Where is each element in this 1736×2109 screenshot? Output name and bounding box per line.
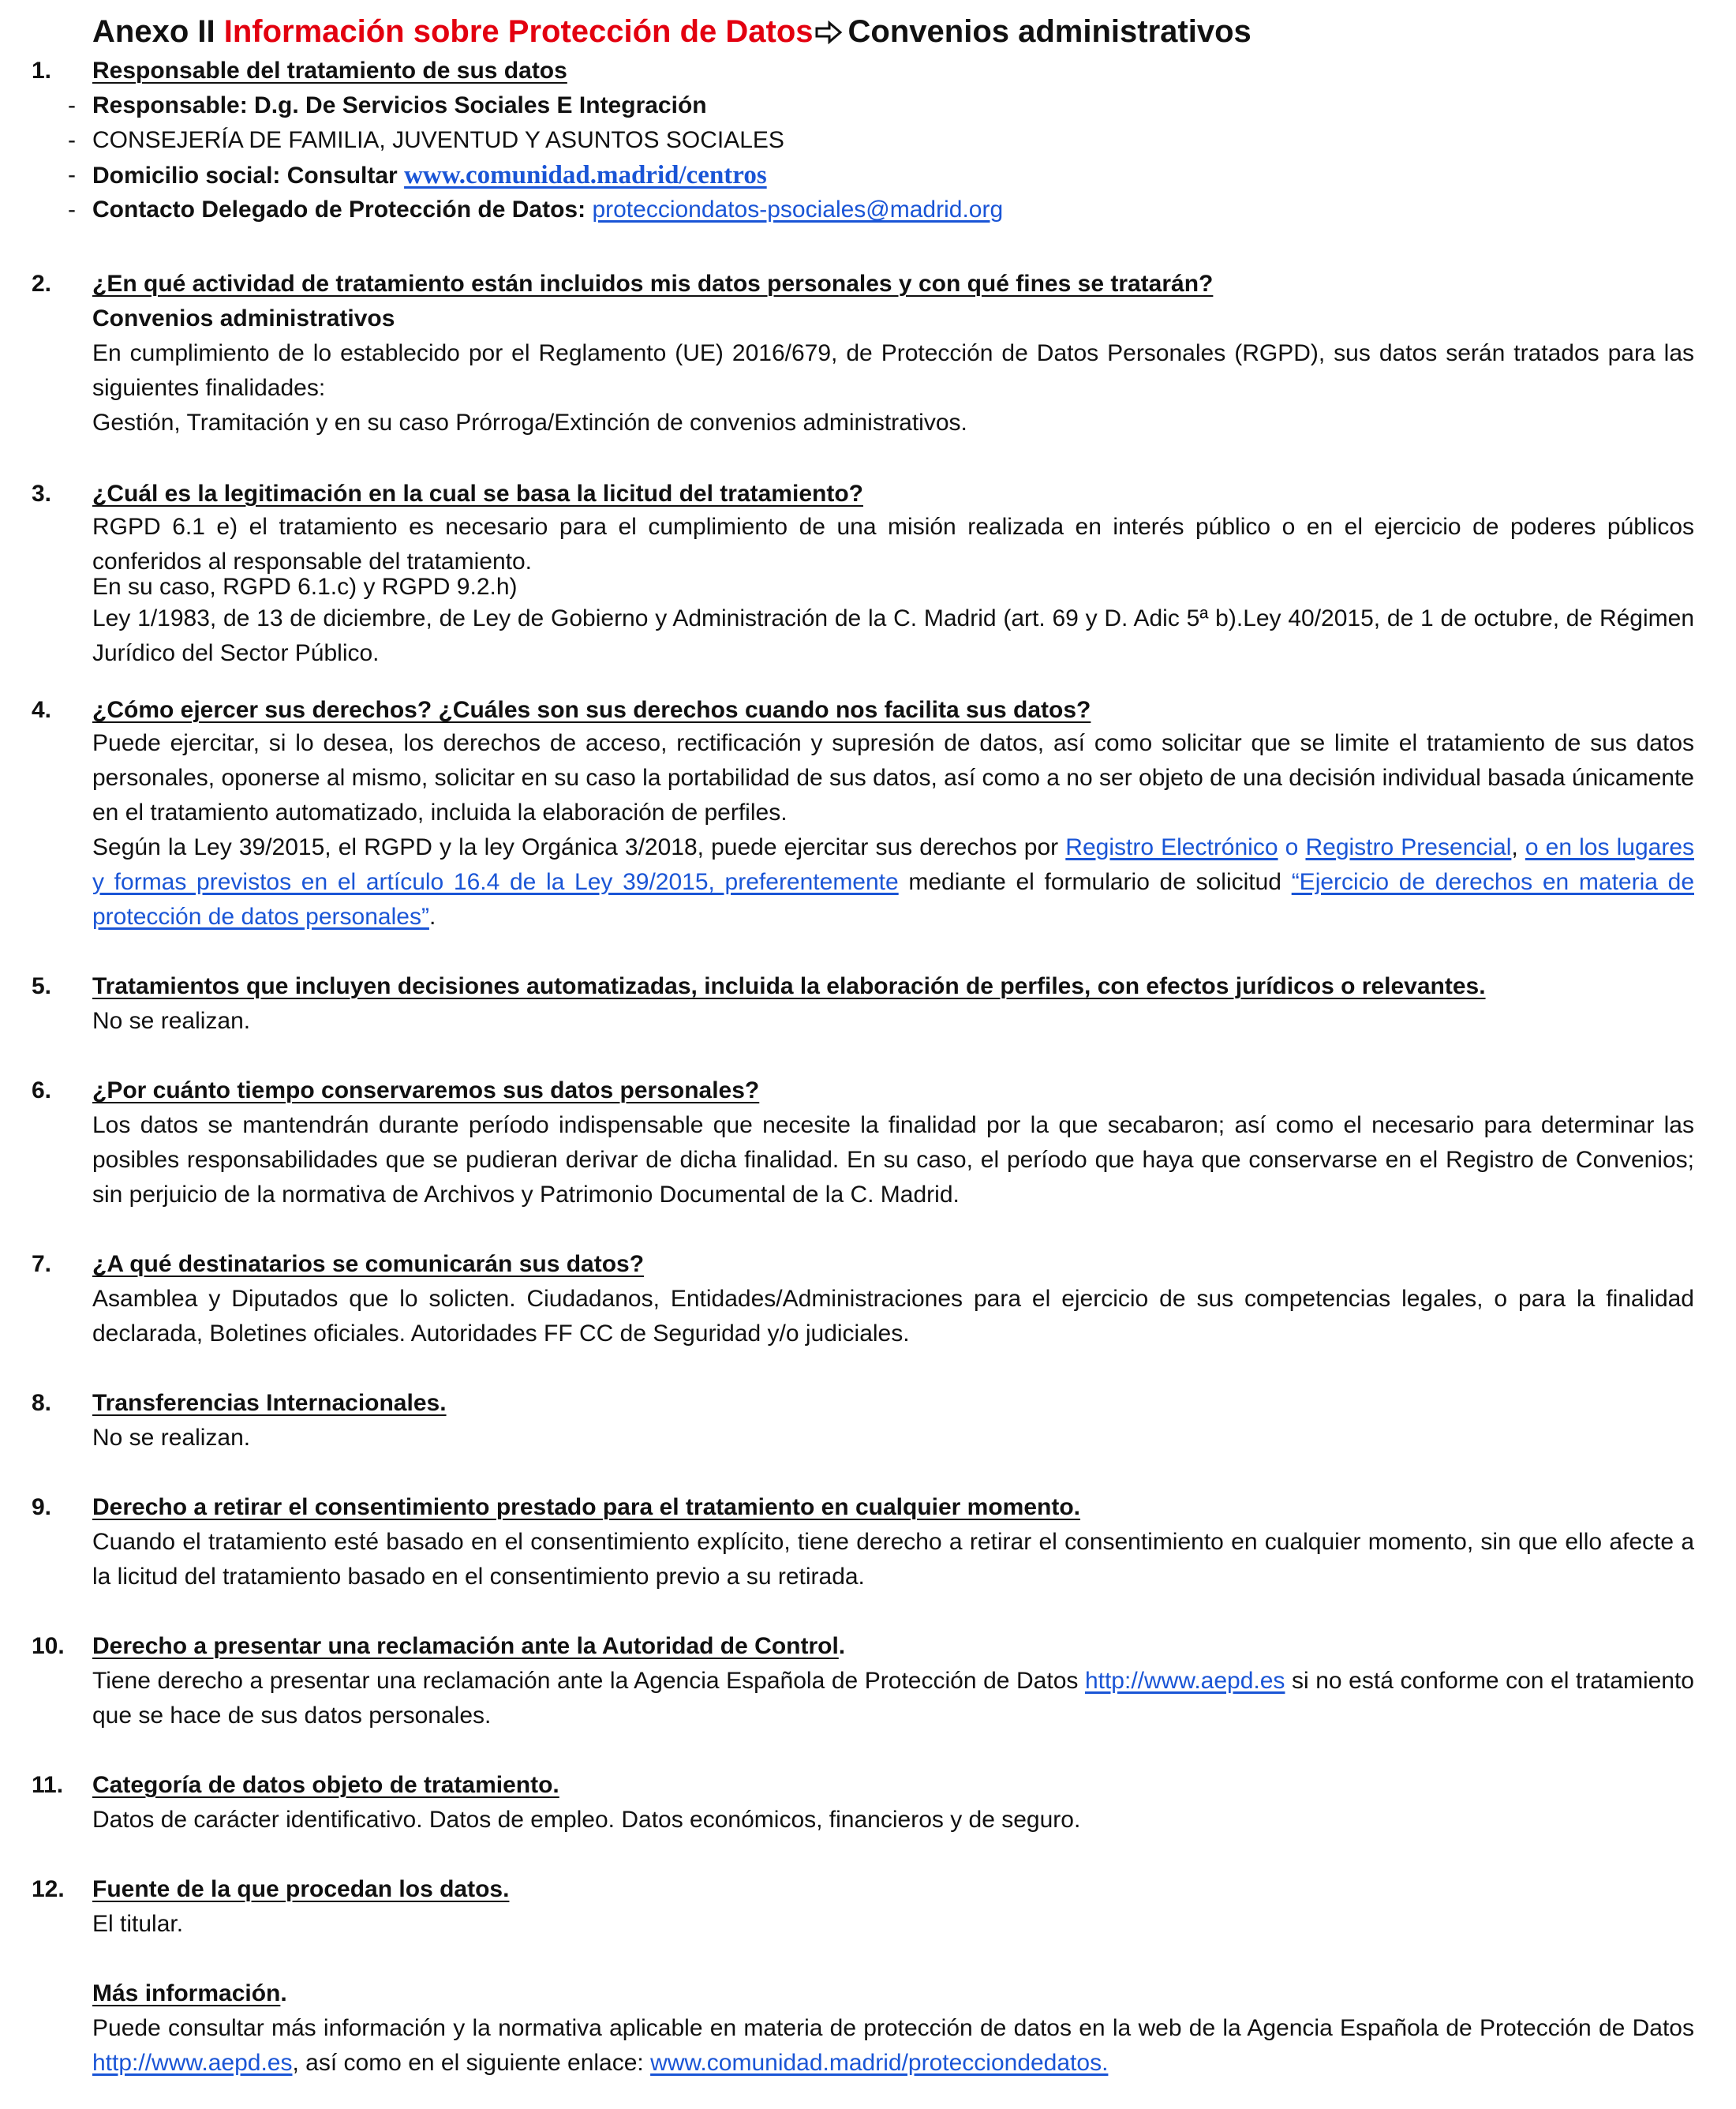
more-info-heading-tail: . [280, 1980, 287, 2006]
section-2-subheading: Convenios administrativos [92, 305, 395, 332]
section-11-heading: Categoría de datos objeto de tratamiento. [92, 1772, 559, 1798]
centros-link[interactable]: www.comunidad.madrid/centros [404, 161, 767, 189]
section-11-paragraph: Datos de carácter identificativo. Datos de empleo. Datos económicos, financieros y de seguro. [92, 1807, 1081, 1833]
aepd-link[interactable]: http://www.aepd.es [1084, 1668, 1285, 1694]
section-4-paragraph: Puede ejercitar, si lo desea, los derechos de acceso, rectificación y supresión de datos, así como solicitar que se limite el tratamiento de sus datos personales, oponerse al mismo, solicitar en su caso la portabilidad de sus datos, así como a no ser objeto de una decisión individual basada únicamente en el tratamiento automatizado, incluida la elaboración de perfiles. [92, 730, 1694, 826]
formulario-derechos-link[interactable]: “Ejercicio de derechos en materia de protección de datos personales” [92, 869, 1694, 930]
section-4-heading: ¿Cómo ejercer sus derechos? ¿Cuáles son sus derechos cuando nos facilita sus datos? [92, 697, 1091, 723]
ejercicio-text-c: , [1511, 834, 1525, 860]
more-info-paragraph [92, 2011, 1694, 2081]
section-5-heading: Tratamientos que incluyen decisiones automatizadas, incluida la elaboración de perfiles, con efectos jurídicos o relevantes. [92, 973, 1486, 999]
contacto-dpd-item [92, 193, 1694, 227]
registro-electronico-link[interactable]: Registro Electrónico [1065, 834, 1278, 860]
section-3-paragraph: RGPD 6.1 e) el tratamiento es necesario para el cumplimiento de una misión realizada en interés público o en el ejercicio de poderes públicos conferidos al responsable del tratamiento. [92, 514, 1694, 575]
section-8-paragraph: No se realizan. [92, 1425, 251, 1451]
section-3-number: 3. [32, 481, 52, 507]
section-6-heading: ¿Por cuánto tiempo conservaremos sus datos personales? [92, 1077, 760, 1103]
section-10-paragraph [92, 1664, 1694, 1733]
reclamacion-text-b: si no está conforme con el tratamiento que se hace de sus datos personales. [92, 1668, 1694, 1729]
section-7-paragraph: Asamblea y Diputados que lo solicten. Ciudadanos, Entidades/Administraciones para el ejercicio de sus competencias legales, o para la finalidad declarada, Boletines oficiales. Autoridades FF CC de Seguridad y/o judiciales. [92, 1286, 1694, 1347]
ejercicio-text-b: o [1278, 834, 1306, 860]
list-bullet: - [68, 92, 76, 118]
ejercicio-text-e: . [428, 904, 436, 930]
section-10-heading-text: Derecho a presentar una reclamación ante la Autoridad de Control [92, 1633, 839, 1659]
section-8-number: 8. [32, 1390, 52, 1416]
title-prefix: Anexo II [92, 14, 224, 49]
domicilio-item [92, 158, 1694, 193]
section-5-paragraph: No se realizan. [92, 1008, 251, 1034]
section-10-number: 10. [32, 1633, 65, 1659]
section-12-number: 12. [32, 1876, 65, 1902]
more-info-heading [92, 1976, 1694, 2011]
section-7-number: 7. [32, 1251, 52, 1277]
section-7-heading: ¿A qué destinatarios se comunicarán sus datos? [92, 1251, 645, 1277]
responsable-item: Responsable: D.g. De Servicios Sociales E Integración [92, 92, 707, 118]
section-10-heading-tail: . [838, 1633, 846, 1659]
list-bullet: - [68, 127, 76, 153]
arrow-right-icon [815, 21, 842, 44]
section-2-heading: ¿En qué actividad de tratamiento están incluidos mis datos personales y con qué fines se tratarán? [92, 271, 1214, 297]
title-highlight: Información sobre Protección de Datos [223, 14, 814, 49]
section-5-number: 5. [32, 973, 52, 999]
dpd-email-link[interactable]: protecciondatos-psociales@madrid.org [592, 197, 1004, 223]
lugares-formas-link[interactable]: o en los lugares y formas previstos en el artículo 16.4 de la Ley 39/2015, preferentemente [92, 834, 1695, 895]
ejercicio-text-d: mediante el formulario de solicitud [898, 869, 1292, 895]
section-11-number: 11. [32, 1772, 64, 1798]
list-bullet: - [68, 197, 76, 223]
section-2-number: 2. [32, 271, 52, 297]
section-9-heading: Derecho a retirar el consentimiento prestado para el tratamiento en cualquier momento. [92, 1494, 1081, 1520]
section-2-finalidad: Gestión, Tramitación y en su caso Prórroga/Extinción de convenios administrativos. [92, 410, 967, 436]
section-3-heading: ¿Cuál es la legitimación en la cual se basa la licitud del tratamiento? [92, 481, 863, 507]
domicilio-label: Domicilio social: Consultar [92, 163, 405, 189]
title-suffix: Convenios administrativos [847, 14, 1251, 49]
section-9-number: 9. [32, 1494, 52, 1520]
reclamacion-text-a: Tiene derecho a presentar una reclamación ante la Agencia Española de Protección de Datos [92, 1668, 1085, 1694]
section-4-number: 4. [32, 697, 52, 723]
section-3-rgpd: En su caso, RGPD 6.1.c) y RGPD 9.2.h) [92, 574, 518, 600]
page-title [92, 9, 1251, 54]
section-12-paragraph: El titular. [92, 1911, 184, 1937]
section-6-number: 6. [32, 1077, 52, 1103]
ejercicio-text-a: Según la Ley 39/2015, el RGPD y la ley Orgánica 3/2018, puede ejercitar sus derechos por [92, 834, 1066, 860]
section-12-heading: Fuente de la que procedan los datos. [92, 1876, 510, 1902]
section-3-ley: Ley 1/1983, de 13 de diciembre, de Ley de Gobierno y Administración de la C. Madrid (art. 69 y D. Adic 5ª b).Ley 40/2015, de 1 de octubre, de Régimen Jurídico del Sector Público. [92, 605, 1694, 666]
more-info-heading-text: Más información [92, 1980, 281, 2006]
section-1-heading: Responsable del tratamiento de sus datos [92, 58, 567, 84]
consejeria-item: CONSEJERÍA DE FAMILIA, JUVENTUD Y ASUNTOS SOCIALES [92, 127, 784, 153]
section-8-heading: Transferencias Internacionales. [92, 1390, 447, 1416]
section-6-paragraph: Los datos se mantendrán durante período indispensable que necesite la finalidad por la que secabaron; así como el necesario para determinar las posibles responsabilidades que se pudieran derivar de dicha finalidad. En su caso, el período que haya que conservarse en el Registro de Convenios; sin perjuicio de la normativa de Archivos y Patrimonio Documental de la C. Madrid. [92, 1112, 1694, 1208]
list-bullet: - [68, 162, 76, 188]
section-4-ejercicio [92, 830, 1694, 935]
aepd-more-link[interactable]: http://www.aepd.es [92, 2050, 293, 2076]
section-1-number: 1. [32, 58, 52, 84]
proteccion-datos-madrid-link[interactable]: www.comunidad.madrid/protecciondedatos. [650, 2050, 1109, 2076]
section-2-paragraph: En cumplimiento de lo establecido por el Reglamento (UE) 2016/679, de Protección de Datos Personales (RGPD), sus datos serán tratados para las siguientes finalidades: [92, 340, 1694, 401]
contacto-label: Contacto Delegado de Protección de Datos: [92, 197, 593, 223]
registro-presencial-link[interactable]: Registro Presencial [1305, 834, 1512, 860]
more-info-text-a: Puede consultar más información y la normativa aplicable en materia de protección de datos en la web de la Agencia Española de Protección de Datos [92, 2015, 1694, 2041]
section-9-paragraph: Cuando el tratamiento esté basado en el consentimiento explícito, tiene derecho a retirar el consentimiento en cualquier momento, sin que ello afecte a la licitud del tratamiento basado en el consentimiento previo a su retirada. [92, 1529, 1694, 1590]
section-10-heading [92, 1629, 1694, 1664]
more-info-text-b: , así como en el siguiente enlace: [292, 2050, 651, 2076]
